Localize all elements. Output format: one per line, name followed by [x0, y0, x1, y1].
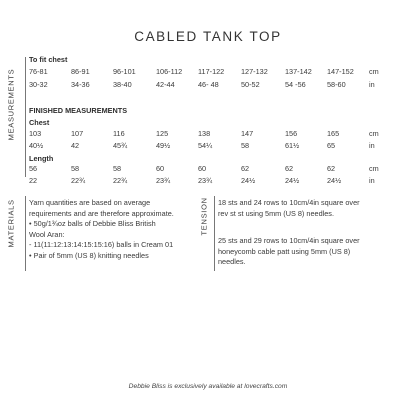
table-cell: 58-60 [327, 80, 346, 89]
table-cell: cm [369, 164, 379, 173]
table-cell: 56 [29, 164, 38, 173]
tension-text-2 [218, 236, 360, 268]
tension-line: 18 sts and 24 rows to 10cm/4in square over [218, 198, 360, 207]
table-cell: 137-142 [285, 67, 312, 76]
table-cell: 62 [285, 164, 294, 173]
to-fit-chest-heading: To fit chest [29, 55, 68, 64]
materials-divider [25, 196, 26, 271]
table-cell: 30-32 [29, 80, 48, 89]
materials-text [29, 198, 174, 262]
table-cell: 147 [241, 129, 254, 138]
tension-line: 25 sts and 29 rows to 10cm/4in square over [218, 236, 360, 245]
tension-line: rev st st using 5mm (US 8) needles. [218, 208, 334, 218]
table-cell: 58 [241, 141, 250, 150]
table-cell: 156 [285, 129, 298, 138]
materials-line: • Pair of 5mm (US 8) knitting needles [29, 250, 149, 260]
footer-note: Debbie Bliss is exclusively available at lovecrafts.com [128, 383, 288, 390]
length-heading: Length [29, 154, 54, 163]
table-cell: 76-81 [29, 67, 48, 76]
table-cell: 60 [156, 164, 165, 173]
table-cell: 23¾ [156, 176, 171, 185]
table-cell: 58 [113, 164, 122, 173]
table-cell: 147-152 [327, 67, 354, 76]
table-cell: 46- 48 [198, 80, 219, 89]
table-cell: 45¾ [113, 141, 128, 150]
tension-section-label: TENSION [199, 197, 209, 236]
table-cell: 42 [71, 141, 80, 150]
table-cell: 127-132 [241, 67, 268, 76]
chest-heading: Chest [29, 118, 50, 127]
table-cell: 50-52 [241, 80, 260, 89]
table-cell: cm [369, 129, 379, 138]
measurements-divider [25, 57, 26, 177]
table-cell: 138 [198, 129, 211, 138]
table-cell: 54 -56 [285, 80, 306, 89]
table-cell: 38-40 [113, 80, 132, 89]
materials-line: - 11(11:12:13:14:15:15:16) balls in Cream 01 [29, 240, 174, 250]
page-title: CABLED TANK TOP [134, 29, 282, 44]
table-cell: 103 [29, 129, 42, 138]
table-cell: 86-91 [71, 67, 90, 76]
table-cell: 22¾ [71, 176, 86, 185]
tension-line: needles. [218, 257, 246, 267]
table-cell: 22¾ [113, 176, 128, 185]
table-cell: 24½ [327, 176, 342, 185]
table-cell: 49½ [156, 141, 171, 150]
table-cell: 65 [327, 141, 336, 150]
tension-text-1 [218, 198, 360, 219]
table-cell: 22 [29, 176, 38, 185]
table-cell: 107 [71, 129, 84, 138]
tension-line: honeycomb cable patt using 5mm (US 8) [218, 246, 351, 256]
table-cell: 24½ [241, 176, 256, 185]
table-cell: 62 [327, 164, 336, 173]
table-cell: 165 [327, 129, 340, 138]
table-cell: in [369, 176, 375, 185]
materials-line: Wool Aran: [29, 229, 65, 239]
table-cell: 42-44 [156, 80, 175, 89]
table-cell: cm [369, 67, 379, 76]
table-cell: in [369, 141, 375, 150]
table-cell: 34-36 [71, 80, 90, 89]
table-cell: 61½ [285, 141, 300, 150]
table-cell: 58 [71, 164, 80, 173]
table-cell: 40½ [29, 141, 44, 150]
table-cell: 60 [198, 164, 207, 173]
table-cell: 116 [113, 129, 125, 138]
tension-divider [214, 196, 215, 271]
table-cell: 62 [241, 164, 250, 173]
table-cell: 125 [156, 129, 169, 138]
table-cell: 54¼ [198, 141, 213, 150]
table-cell: 24½ [285, 176, 300, 185]
table-cell: 117-122 [198, 67, 225, 76]
materials-line: • 50g/1¾oz balls of Debbie Bliss British [29, 219, 156, 229]
table-cell: 96-101 [113, 67, 136, 76]
finished-measurements-heading: FINISHED MEASUREMENTS [29, 106, 128, 115]
table-cell: 23¾ [198, 176, 213, 185]
materials-section-label: MATERIALS [6, 199, 16, 248]
table-cell: in [369, 80, 375, 89]
measurements-section-label: MEASUREMENTS [6, 68, 16, 141]
table-cell: 106-112 [156, 67, 183, 76]
materials-line: Yarn quantities are based on average [29, 198, 151, 207]
materials-line: requirements and are therefore approximate. [29, 208, 174, 218]
